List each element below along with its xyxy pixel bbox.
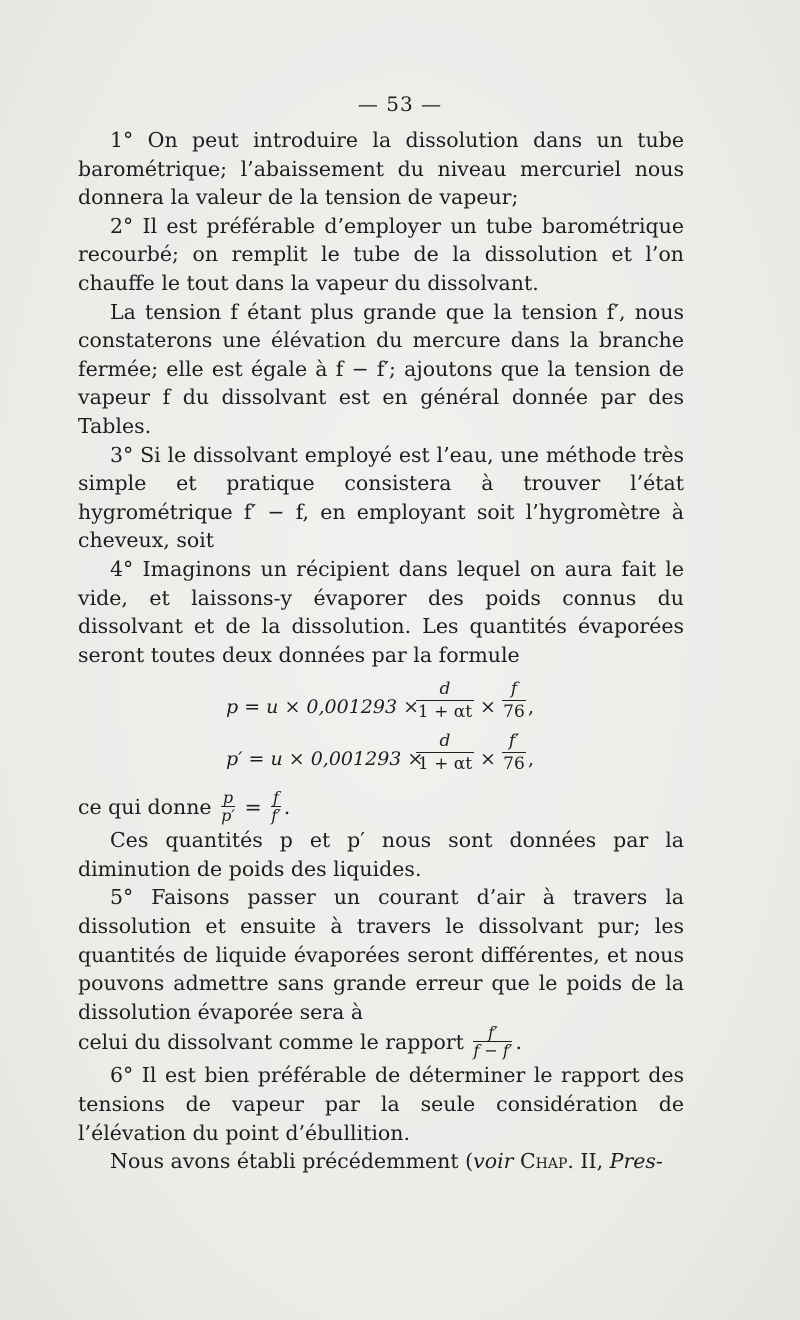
paragraph-8: 6° Il est bien préférable de déterminer le rapport des tensions de vapeur par la seule considération de l’élévation du point d’ébullition. xyxy=(78,1063,684,1145)
page-number: — 53 — xyxy=(357,92,443,116)
rapport-fraction: $\frac{f'}{f - f'}$ xyxy=(473,1023,513,1061)
paragraph-2: 2° Il est préférable d’employer un tube barométrique recourbé; on remplit le tube de la dissolution et l’on chauffe le tout dans la vapeur du dissolvant. xyxy=(78,213,684,295)
last-line: Nous avons établi précédemment (voir Chap. II, Pres- xyxy=(110,1149,663,1174)
formula-p-frac1: d 1 + αt xyxy=(417,679,473,723)
formula-p-frac2: f 76 xyxy=(503,679,525,723)
paragraph-5: 4° Imaginons un récipient dans lequel on aura fait le vide, et laissons-y évaporer des poids connus du dissolvant et de la dissolution. Les quantités évaporées seront toutes deux données par la formule xyxy=(78,556,684,667)
formula-pp-frac1: d 1 + αt xyxy=(417,731,473,775)
formula-p-prime xyxy=(78,729,684,781)
paragraph-3: La tension f étant plus grande que la tension f′, nous constaterons une élévation du mercure dans la branche fermée; elle est égale à f − f′; ajoutons que la tension de vapeur f du dissolvant est en général donnée par des Tables. xyxy=(78,299,684,438)
ratio-p: $\frac{p}{p'}$ xyxy=(221,788,235,826)
formula-p-times: × xyxy=(480,696,496,719)
formula-p-end: , xyxy=(528,696,535,719)
formula-p-lhs: p = u × 0,001293 × xyxy=(226,696,420,719)
formula-p xyxy=(78,677,684,729)
paragraph-1: 1° On peut introduire la dissolution dans un tube barométrique; l’abaissement du niveau mercuriel nous donnera la valeur de la tension de vapeur; xyxy=(78,128,684,210)
page-text xyxy=(78,126,684,1176)
formula-pp-frac2: f′ 76 xyxy=(503,731,525,775)
paragraph-7: 5° Faisons passer un courant d’air à travers la dissolution et ensuite à travers le dissolvant pur; les quantités de liquide évaporées seront différentes, et nous pouvons admettre sans grande erreur que le poids de la dissolution évaporée sera à xyxy=(78,885,684,1024)
ratio-f: $\frac{f}{f'}$ xyxy=(271,788,281,826)
formula-pp-times: × xyxy=(480,748,496,771)
ce-qui-donne-line: ce qui donne $\frac{p}{p'}$ = $\frac{f}{f'}$ . xyxy=(78,788,291,826)
rapport-line: celui du dissolvant comme le rapport $\frac{f'}{f - f'}$ . xyxy=(78,1023,522,1061)
paragraph-4: 3° Si le dissolvant employé est l’eau, une méthode très simple et pratique consistera à trouver l’état hygrométrique f′ − f, en employant soit l’hygromètre à cheveux, soit xyxy=(78,442,684,553)
formula-pp-lhs: p′ = u × 0,001293 × xyxy=(226,748,424,771)
formula-block xyxy=(78,677,684,781)
formula-pp-end: , xyxy=(528,748,535,771)
paragraph-6: Ces quantités p et p′ nous sont données par la diminution de poids des liquides. xyxy=(78,828,684,881)
